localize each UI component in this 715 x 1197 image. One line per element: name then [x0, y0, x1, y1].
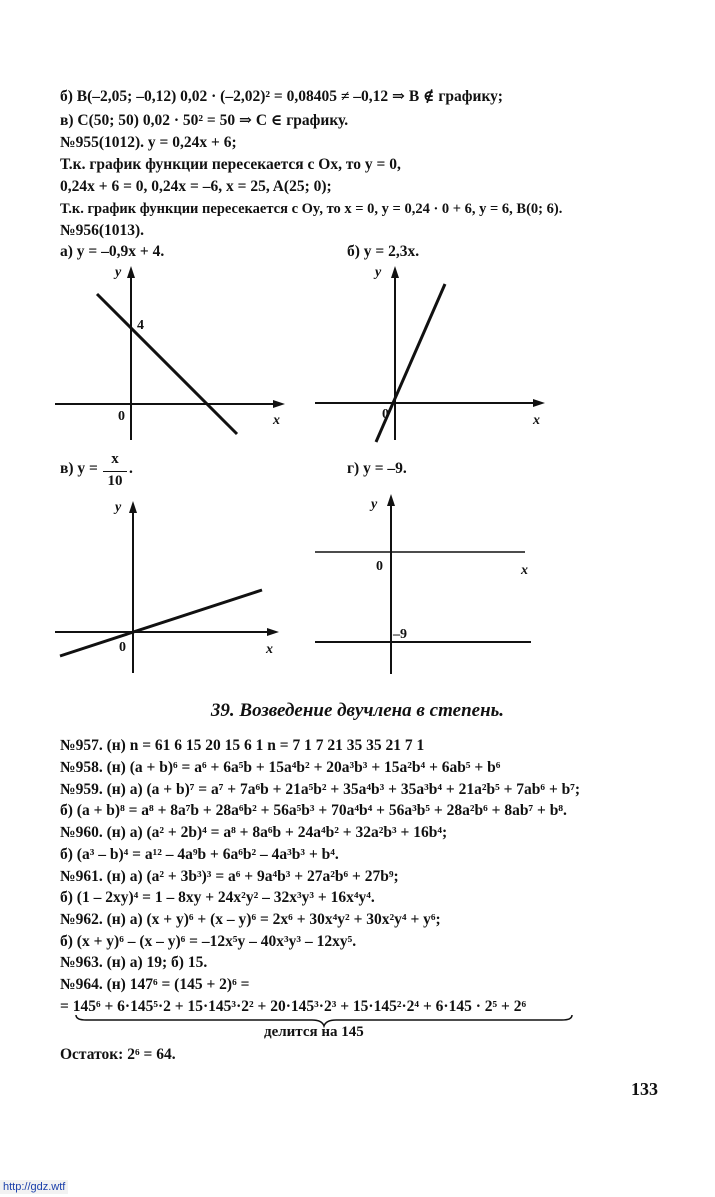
- graph-v-caption-suffix: .: [129, 460, 133, 477]
- origin-label: 0: [376, 559, 383, 574]
- solution-line: б) (1 – 2xy)⁴ = 1 – 8xy + 24x²y² – 32x³y³ + 16x⁴y⁴.: [60, 889, 375, 906]
- expansion-line: = 145⁶ + 6·145⁵·2 + 15·145³·2² + 20·145³·2³ + 15·145²·2⁴ + 6·145 · 2⁵ + 2⁶: [60, 998, 527, 1015]
- y-axis-label: y: [371, 497, 378, 512]
- graph-g: [315, 490, 555, 675]
- x-axis-arrow: [273, 400, 285, 408]
- section-title: 39. Возведение двучлена в степень.: [210, 700, 505, 721]
- x-axis-label: x: [533, 413, 540, 428]
- x-axis-arrow: [267, 628, 279, 636]
- solution-line: №962. (н) а) (x + y)⁶ + (x – y)⁶ = 2x⁶ + 30x⁴y² + 30x²y⁴ + y⁶;: [60, 911, 441, 928]
- solution-line: б) (a³ – b)⁴ = a¹² – 4a⁹b + 6a⁶b² – 4a³b³ + b⁴.: [60, 846, 339, 863]
- intercept-label: 4: [137, 318, 144, 333]
- x-axis-label: x: [273, 413, 280, 428]
- y-axis-arrow: [391, 266, 399, 278]
- graph-b: [315, 262, 555, 442]
- graph-g-caption: г) y = –9.: [347, 460, 407, 477]
- function-line: [60, 590, 262, 656]
- y-axis-label: y: [115, 500, 122, 515]
- solution-line: №958. (н) (a + b)⁶ = a⁶ + 6a⁵b + 15a⁴b² + 20a³b³ + 15a²b⁴ + 6ab⁵ + b⁶: [60, 759, 501, 776]
- footer-link[interactable]: http://gdz.wtf: [0, 1180, 68, 1194]
- x-axis-label: x: [266, 642, 273, 657]
- graph-a: [55, 262, 295, 442]
- y-axis-arrow: [129, 501, 137, 513]
- solution-line: б) (x + y)⁶ – (x – y)⁶ = –12x⁵y – 40x³y³ – 12xy⁵.: [60, 933, 357, 950]
- solution-line: №959. (н) а) (a + b)⁷ = a⁷ + 7a⁶b + 21a⁵b² + 35a⁴b³ + 35a³b⁴ + 21a²b⁵ + 7ab⁶ + b⁷;: [60, 781, 581, 798]
- solution-line: б) (a + b)⁸ = a⁸ + 8a⁷b + 28a⁶b² + 56a⁵b³ + 70a⁴b⁴ + 56a³b⁵ + 28a²b⁶ + 8ab⁷ + b⁸.: [60, 802, 567, 819]
- graph-v-caption-prefix: в) y =: [60, 460, 98, 477]
- solution-line: №960. (н) а) (a² + 2b)⁴ = a⁸ + 8a⁶b + 24a⁴b² + 32a²b³ + 16b⁴;: [60, 824, 448, 841]
- graph-v: [55, 495, 295, 675]
- x-axis-label: x: [521, 563, 528, 578]
- text-line: Т.к. график функции пересекается с Ox, то y = 0,: [60, 156, 401, 173]
- y-axis-label: y: [375, 265, 382, 280]
- brace-label: делится на 145: [264, 1024, 364, 1040]
- solution-line: №963. (н) а) 19; б) 15.: [60, 954, 208, 971]
- remainder-line: Остаток: 2⁶ = 64.: [60, 1046, 176, 1063]
- fraction-numerator: x: [111, 451, 119, 467]
- intercept-label: –9: [393, 627, 407, 642]
- fraction-denominator: 10: [107, 473, 123, 489]
- text-line: б) B(–2,05; –0,12) 0,02 · (–2,02)² = 0,08405 ≠ –0,12 ⇒ B ∉ графику;: [60, 88, 503, 105]
- graph-b-caption: б) y = 2,3x.: [347, 243, 420, 260]
- problem-heading: №955(1012). y = 0,24x + 6;: [60, 134, 237, 151]
- solution-line: №957. (н) n = 61 6 15 20 15 6 1 n = 7 1 7 21 35 35 21 7 1: [60, 737, 425, 754]
- origin-label: 0: [119, 640, 126, 655]
- problem-heading: №956(1013).: [60, 222, 145, 239]
- y-axis-label: y: [115, 265, 122, 280]
- x-axis-arrow: [533, 399, 545, 407]
- graph-a-caption: а) y = –0,9x + 4.: [60, 243, 165, 260]
- page-number: 133: [631, 1079, 658, 1099]
- text-line: в) C(50; 50) 0,02 · 50² = 50 ⇒ C ∈ графику.: [60, 112, 349, 129]
- origin-label: 0: [382, 407, 389, 422]
- fraction-bar: [103, 471, 127, 472]
- solution-line: №961. (н) а) (a² + 3b³)³ = a⁶ + 9a⁴b³ + 27a²b⁶ + 27b⁹;: [60, 868, 399, 885]
- solution-line: №964. (н) 147⁶ = (145 + 2)⁶ =: [60, 976, 250, 993]
- y-axis-arrow: [127, 266, 135, 278]
- text-line: Т.к. график функции пересекается с Oy, то x = 0, y = 0,24 · 0 + 6, y = 6, B(0; 6).: [60, 201, 563, 217]
- text-line: 0,24x + 6 = 0, 0,24x = –6, x = 25, A(25; 0);: [60, 178, 332, 195]
- y-axis-arrow: [387, 494, 395, 506]
- origin-label: 0: [118, 409, 125, 424]
